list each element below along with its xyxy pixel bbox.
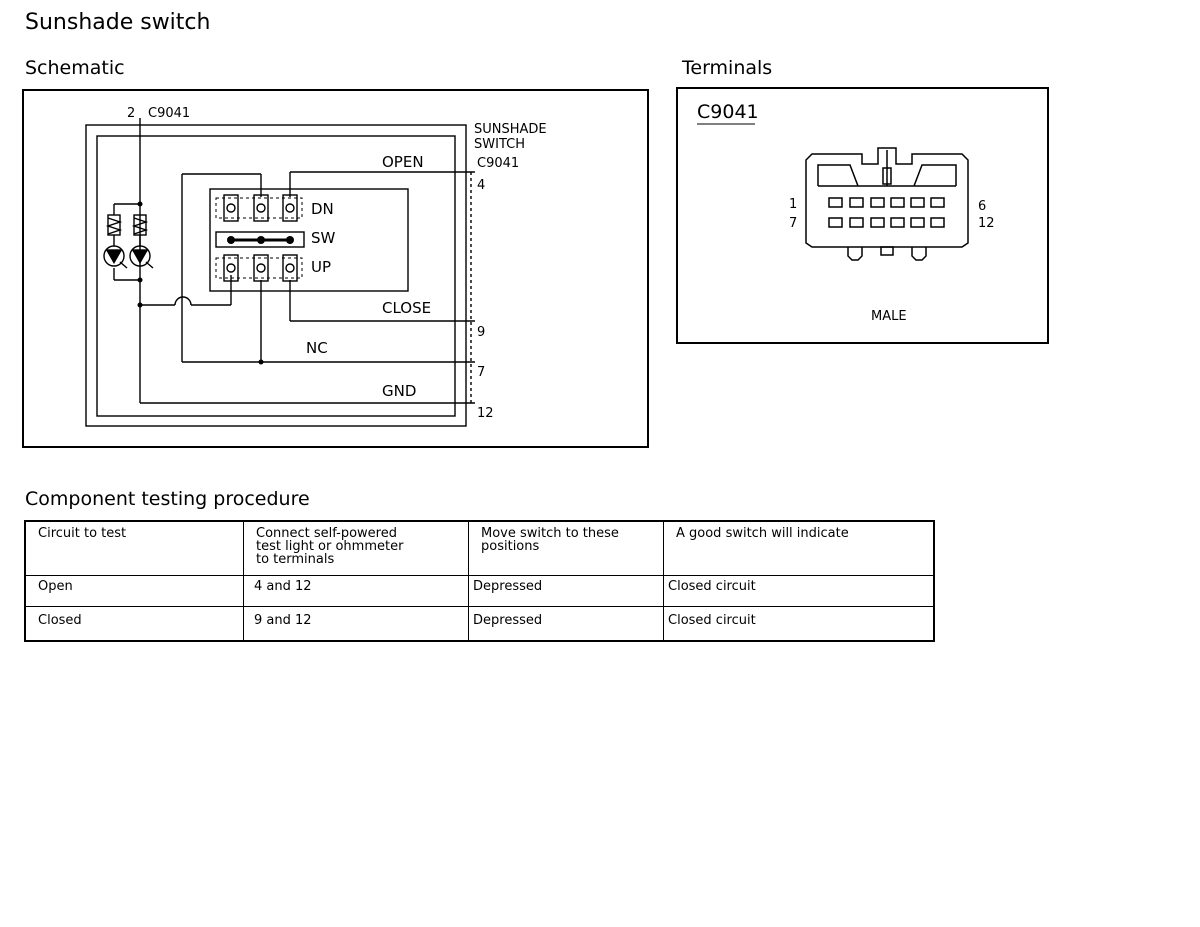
header-cell: A good switch will indicate [664, 521, 935, 576]
table-header-row [25, 521, 934, 576]
schematic-heading: Schematic [25, 57, 125, 79]
table-cell: Depressed [469, 607, 664, 642]
terminals-heading: Terminals [682, 57, 773, 79]
page-title: Sunshade switch [25, 10, 211, 35]
table-row [25, 576, 934, 607]
table-cell: Closed circuit [664, 607, 935, 642]
table-cell: 4 and 12 [244, 576, 469, 607]
pin-gnd-label: 12 [477, 406, 494, 421]
procedure-table [24, 520, 935, 642]
terminals-diagram [670, 80, 1060, 350]
contact-up-label: UP [311, 258, 332, 276]
terminals-connector-label: C9041 [697, 101, 759, 123]
table-cell: 9 and 12 [244, 607, 469, 642]
schematic-frame [23, 90, 648, 447]
component-label-1: SUNSHADE [474, 122, 547, 137]
header-cell: Move switch to these positions [469, 521, 664, 576]
header-cell: Circuit to test [25, 521, 244, 576]
table-cell: Closed circuit [664, 576, 935, 607]
pin-1-label: 1 [789, 197, 798, 212]
top-pin-label: 2 [127, 106, 136, 121]
procedure-heading: Component testing procedure [25, 488, 310, 510]
table-cell: Closed [25, 607, 244, 642]
circuit-gnd-label: GND [382, 382, 417, 400]
switch-inner-housing [97, 136, 455, 416]
pin-nc-label: 7 [477, 365, 486, 380]
pin-close-label: 9 [477, 325, 486, 340]
table-row [25, 607, 934, 642]
pin-7-label: 7 [789, 216, 798, 231]
circuit-close-label: CLOSE [382, 299, 432, 317]
component-label-2: SWITCH [474, 137, 525, 152]
connector-face-icon [806, 148, 968, 260]
circuit-nc-label: NC [306, 339, 328, 357]
schematic-diagram [0, 0, 660, 460]
pin-open-label: 4 [477, 178, 486, 193]
table-cell: Depressed [469, 576, 664, 607]
connector-gender-label: MALE [871, 309, 907, 324]
top-connector-label: C9041 [148, 106, 191, 121]
circuit-open-label: OPEN [382, 153, 424, 171]
connector-label: C9041 [477, 156, 520, 171]
table-cell: Open [25, 576, 244, 607]
pin-6-label: 6 [978, 199, 987, 214]
pin-12-label: 12 [978, 216, 995, 231]
header-cell: Connect self-powered test light or ohmmeter to terminals [244, 521, 469, 576]
contact-dn-label: DN [311, 200, 334, 218]
contact-sw-label: SW [311, 229, 336, 247]
